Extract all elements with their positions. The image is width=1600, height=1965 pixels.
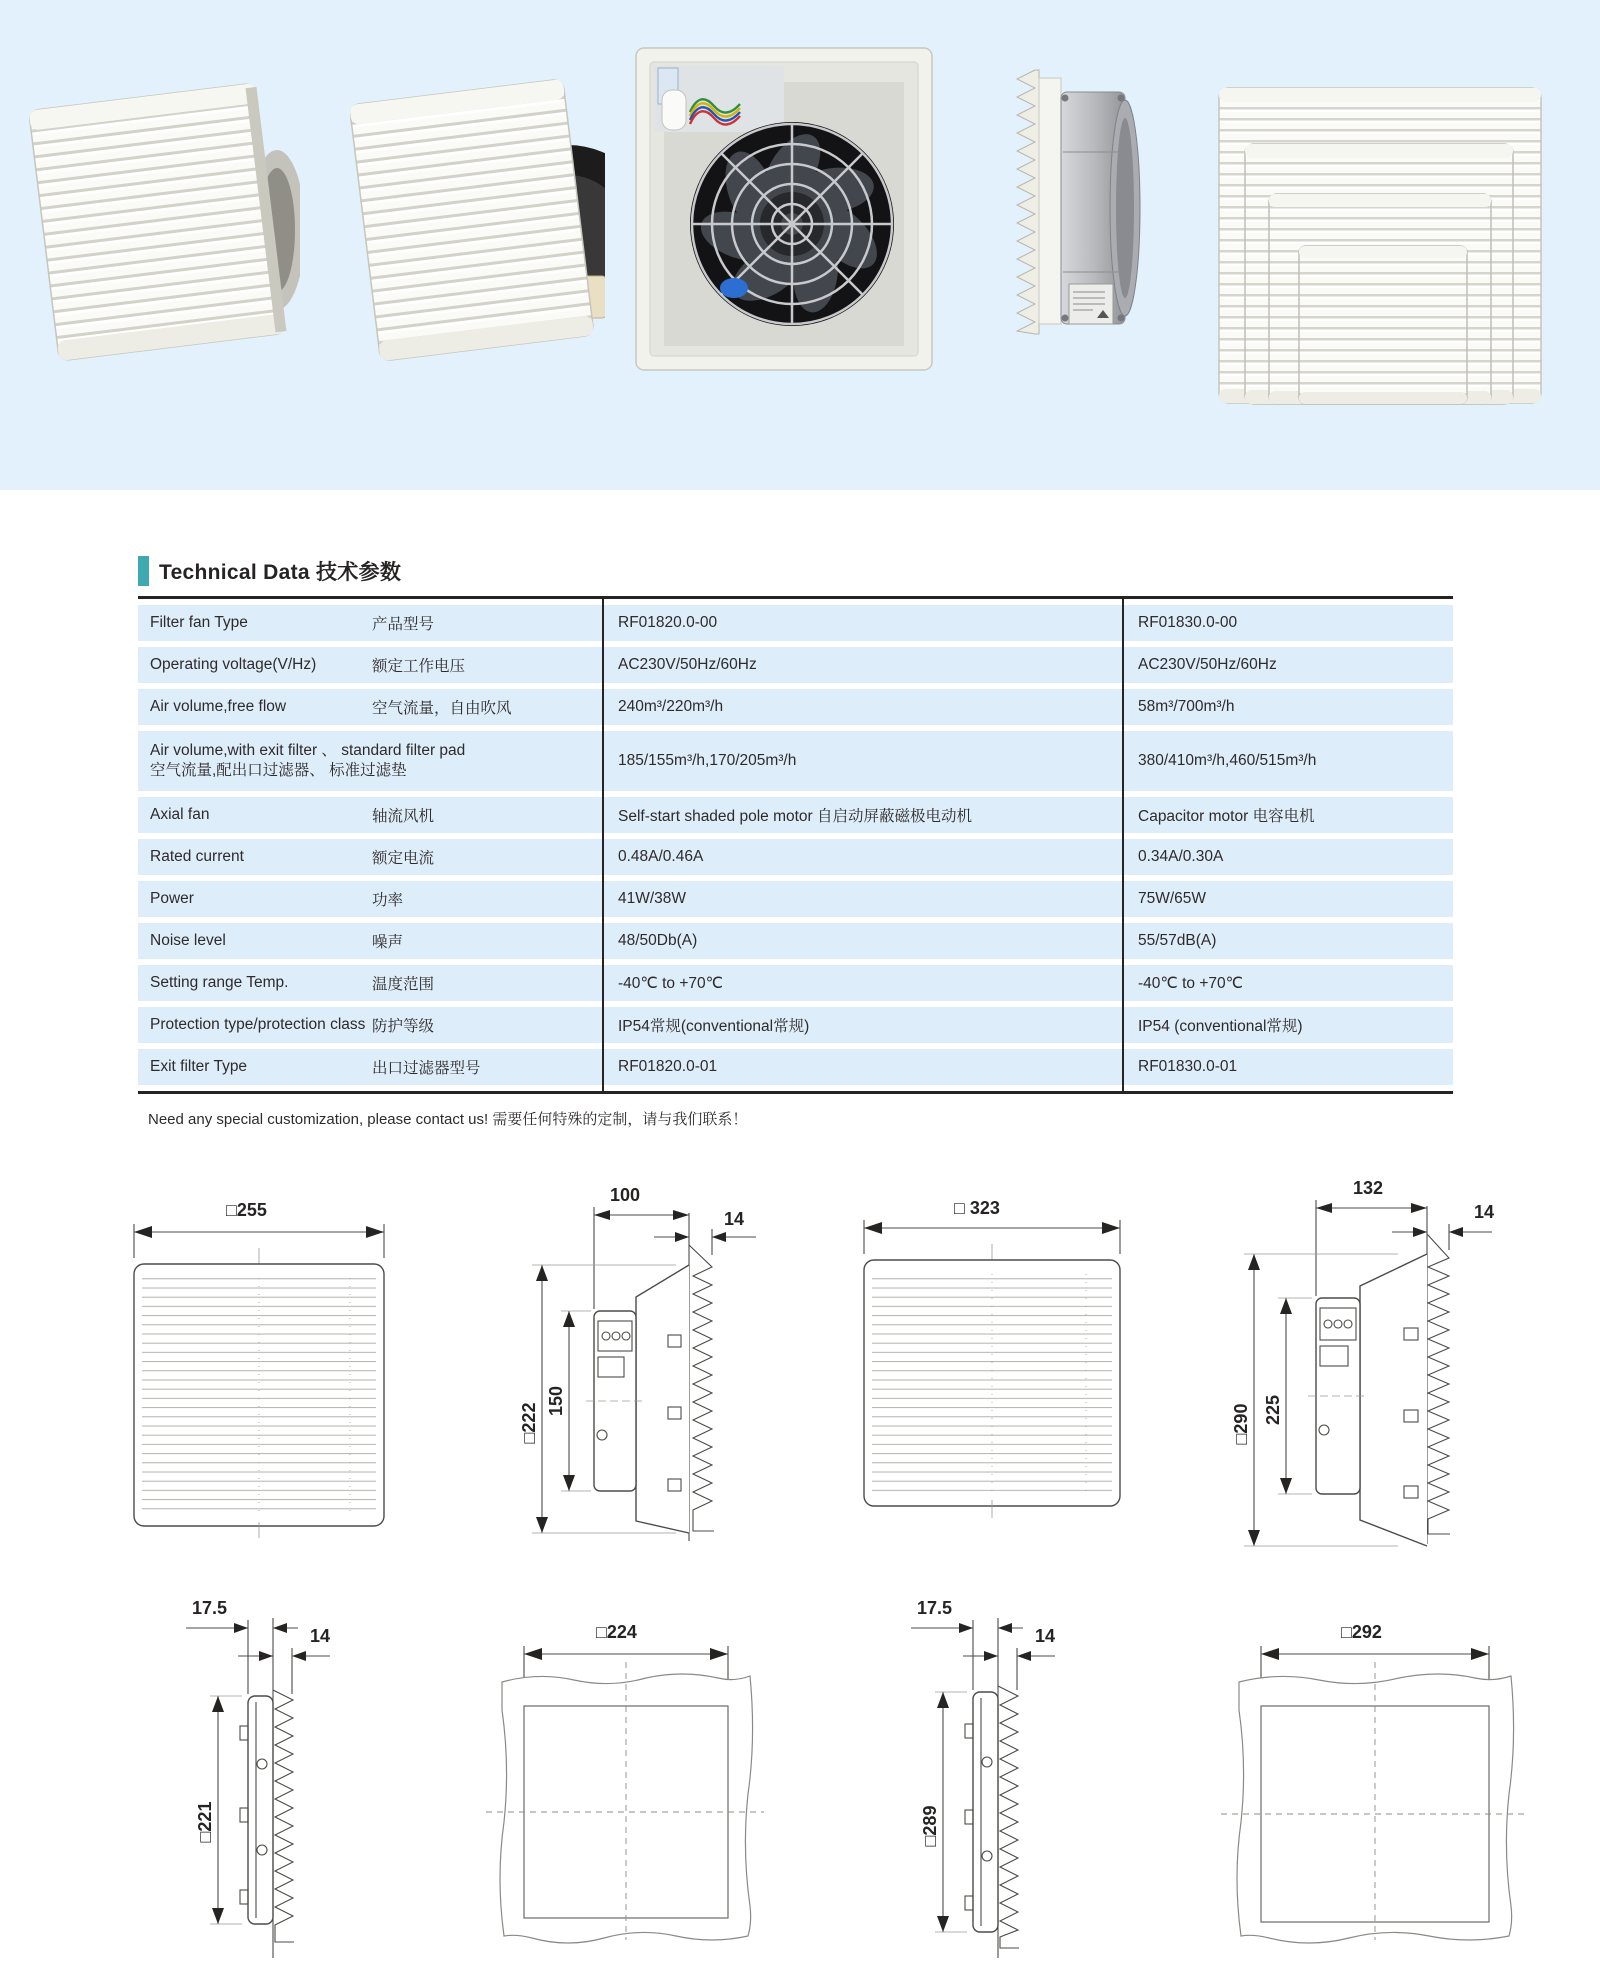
spec-label-zh: 轴流风机 [372,808,435,825]
table-row [138,923,1453,959]
dimension-label: □292 [1341,1622,1382,1642]
dimension-label: 14 [310,1626,331,1646]
spec-value-rf01830: RF01830.0-00 [1138,614,1238,631]
spec-value-rf01820: Self-start shaded pole motor 自启动屏蔽磁极电动机 [618,808,973,825]
table-divider [1122,599,1124,1091]
spec-label-zh: 额定工作电压 [372,658,466,675]
drawing-front-view-small [118,1192,400,1540]
spec-label-en: Power [150,890,194,907]
dimension-label: □222 [519,1402,539,1444]
table-row [138,1007,1453,1043]
spec-value-rf01830: -40℃ to +70℃ [1138,974,1244,992]
spec-value-rf01830: IP54 (conventional常规) [1138,1018,1303,1035]
spec-value-rf01830: Capacitor motor 电容电机 [1138,808,1315,825]
louvered-grille [350,79,594,361]
dimension-label: 132 [1353,1178,1384,1198]
spec-value-rf01820: RF01820.0-01 [618,1058,718,1075]
spec-value-rf01820: 185/155m³/h,170/205m³/h [618,752,797,769]
table-row [138,797,1453,833]
table-divider [602,599,604,1091]
spec-value-rf01820: 41W/38W [618,890,687,907]
table-row [138,689,1453,725]
fan-housing-profile [636,1265,689,1533]
exit-filter-frame [248,1696,273,1924]
dimension-label: □255 [226,1200,267,1220]
grille-size-4 [1299,246,1467,404]
spec-value-rf01820: RF01820.0-00 [618,614,718,631]
table-row [138,839,1453,875]
filter-profile [689,1245,714,1531]
dimension-label: □289 [920,1805,940,1847]
spec-value-rf01830: AC230V/50Hz/60Hz [1138,656,1277,673]
dimension-label: □ 323 [954,1198,1000,1218]
photo-filter-fan-grille-with-fan-back [350,48,605,363]
table-row [138,605,1453,641]
dimension-label: 150 [546,1385,566,1417]
spec-label-en: Axial fan [150,806,210,823]
spec-label-en: Air volume,free flow [150,698,287,715]
spec-label-en: Rated current [150,848,244,865]
spec-label-zh: 出口过滤器型号 [372,1060,481,1077]
table-row [138,1049,1453,1085]
table-row [138,731,1453,791]
spec-value-rf01830: 55/57dB(A) [1138,932,1217,949]
dimension-label: 17.5 [917,1598,953,1618]
spec-value-rf01830: 0.34A/0.30A [1138,848,1224,865]
drawing-mounting-cutout-large [1213,1618,1535,1950]
table-row [138,881,1453,917]
customization-note: Need any special customization, please contact us! 需要任何特殊的定制，请与我们联系！ [148,1111,748,1128]
dimension-label: 14 [724,1209,745,1229]
spec-value-rf01830: 75W/65W [1138,890,1207,907]
dimension-label: 225 [1263,1394,1283,1426]
spec-table [138,596,1453,1094]
spec-value-rf01820: 0.48A/0.46A [618,848,704,865]
drawing-mounting-cutout-small [478,1618,770,1950]
table-row [138,647,1453,683]
dimension-label: 100 [610,1185,641,1205]
spec-label-en: Filter fan Type [150,614,248,631]
spec-value-rf01820: 240m³/220m³/h [618,698,724,715]
photo-filter-fan-open-impeller [630,38,950,383]
drawing-exit-filter-profile-small [178,1598,343,1960]
exit-filter-frame [973,1692,998,1932]
drawing-front-view-large [848,1192,1140,1540]
spec-label-en: Setting range Temp. [150,974,289,991]
drawing-side-view-small [516,1185,770,1547]
filter-profile [1427,1234,1450,1534]
filter-profile [273,1690,294,1942]
spec-value-rf01830: 58m³/700m³/h [1138,698,1235,715]
table-row [138,965,1453,1001]
spec-label-zh: 噪声 [372,934,404,951]
spec-label-en: Protection type/protection class [150,1016,366,1033]
brand-badge [720,278,748,298]
spec-label-en: Operating voltage(V/Hz) [150,656,317,673]
drawing-side-view-large [1228,1178,1520,1550]
spec-value-rf01820: 48/50Db(A) [618,932,698,949]
rating-label [1069,284,1113,324]
spec-value-rf01820: -40℃ to +70℃ [618,974,724,992]
spec-value-rf01820: IP54常规(conventional常规) [618,1018,810,1035]
spec-label-zh: 空气流量,配出口过滤器、 标准过滤垫 [150,762,407,779]
dimension-label: □221 [195,1801,215,1843]
spec-label-zh: 功率 [372,892,404,909]
hero-banner [0,0,1600,490]
section-header [138,556,401,586]
spec-label-zh: 空气流量，自由吹风 [372,700,512,717]
spec-label-zh: 额定电流 [372,850,435,867]
spec-value-rf01820: AC230V/50Hz/60Hz [618,656,757,673]
spec-label-zh: 产品型号 [372,616,435,633]
motor-wiring [654,66,784,132]
fan-housing-profile [1360,1254,1427,1546]
fan-guard-grille [692,124,892,324]
photo-filter-fan-grille-angled [25,55,300,365]
drawing-exit-filter-profile-large [903,1598,1068,1960]
filter-profile [998,1686,1019,1948]
accent-bar [138,556,149,586]
dimension-label: □224 [596,1622,637,1642]
section-title: Technical Data 技术参数 [159,561,402,584]
dimension-label: 14 [1474,1202,1495,1222]
axial-fan [690,122,894,326]
dimension-label: □290 [1231,1403,1251,1445]
photo-filter-fan-side-profile [965,32,1180,367]
dimension-label: 14 [1035,1626,1056,1646]
spec-label-en: Air volume,with exit filter 、 standard filter pad [150,741,466,759]
filter-grille-profile [1017,70,1039,334]
spec-label-en: Noise level [150,932,226,949]
spec-value-rf01830: 380/410m³/h,460/515m³/h [1138,752,1317,769]
photo-filter-grilles-size-range [1205,68,1555,418]
spec-label-zh: 防护等级 [372,1018,435,1035]
dimension-label: 17.5 [192,1598,228,1618]
spec-value-rf01830: RF01830.0-01 [1138,1058,1238,1075]
spec-label-en: Exit filter Type [150,1058,248,1075]
louvered-grille [29,83,287,361]
spec-label-zh: 温度范围 [372,976,435,993]
